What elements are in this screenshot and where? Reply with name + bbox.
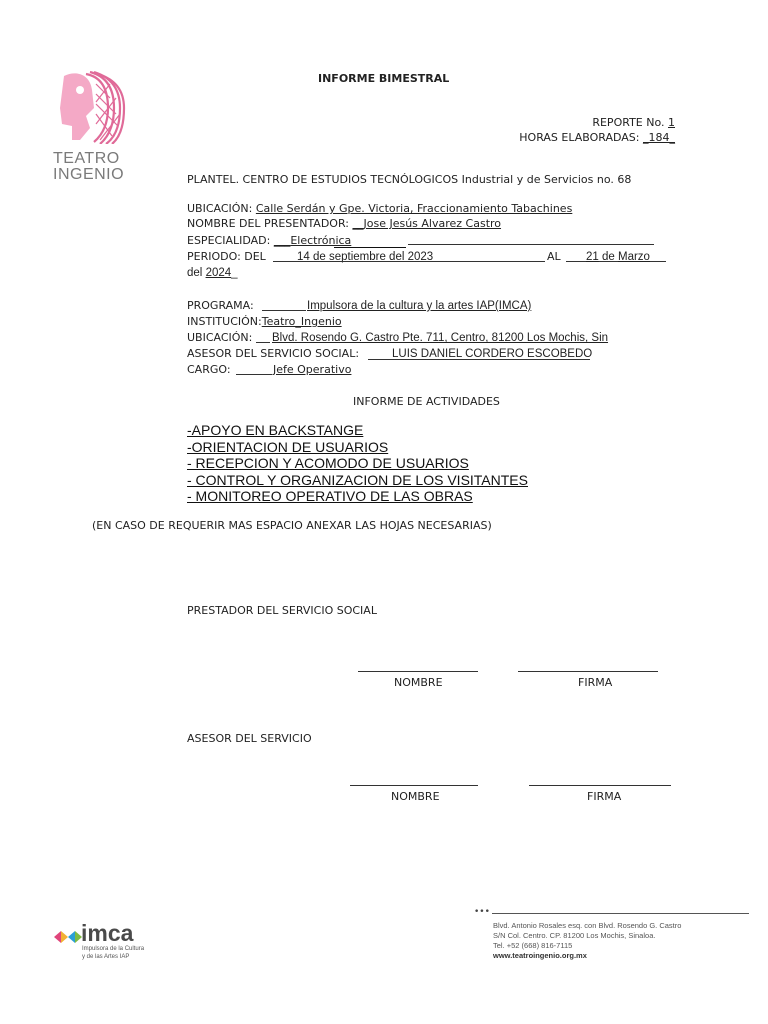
periodo-from: 14 de septiembre del 2023 bbox=[297, 251, 434, 263]
especialidad-line-bold bbox=[334, 247, 406, 248]
institucion bbox=[187, 314, 342, 330]
asesor bbox=[187, 346, 359, 362]
periodo-year: 2024 bbox=[205, 267, 232, 279]
report-number bbox=[592, 115, 675, 131]
imca-sub2: y de las Artes IAP bbox=[82, 954, 130, 960]
activity-item: -APOYO EN BACKSTANGE bbox=[187, 422, 364, 438]
footer-rule bbox=[492, 913, 749, 914]
cargo-value: Jefe Operativo bbox=[273, 363, 352, 376]
institucion-label: INSTITUCIÓN: bbox=[187, 315, 262, 328]
footer-address2: S/N Col. Centro. CP. 81200 Los Mochis, Sinaloa. bbox=[493, 931, 656, 940]
especialidad-value: Electrónica bbox=[290, 234, 352, 247]
prestador-nombre-label: NOMBRE bbox=[394, 676, 443, 689]
activities-note: (EN CASO DE REQUERIR MAS ESPACIO ANEXAR LAS HOJAS NECESARIAS) bbox=[92, 519, 492, 532]
asesor-firma-label: FIRMA bbox=[587, 790, 622, 803]
periodo-de: de bbox=[602, 251, 615, 263]
activities-list bbox=[187, 422, 528, 505]
prestador-nombre-line bbox=[358, 671, 478, 672]
periodo-month: Marzo bbox=[618, 251, 650, 263]
programa-ubicacion-value: Blvd. Rosendo G. Castro Pte. 711, Centro, 81200 Los Mochis, Sin bbox=[272, 332, 609, 344]
logo-line1: TEATRO bbox=[53, 150, 120, 167]
prestador-heading: PRESTADOR DEL SERVICIO SOCIAL bbox=[187, 604, 377, 617]
cargo-line bbox=[236, 374, 272, 375]
plantel: PLANTEL. CENTRO DE ESTUDIOS TECNÓLOGICOS Industrial y de Servicios no. 68 bbox=[187, 173, 632, 186]
especialidad-line bbox=[408, 244, 654, 245]
teatro-ingenio-logo bbox=[50, 68, 126, 186]
footer-dots: ••• bbox=[474, 907, 490, 917]
periodo-al: AL bbox=[547, 250, 561, 263]
prestador-firma-label: FIRMA bbox=[578, 676, 613, 689]
footer-website[interactable]: www.teatroingenio.org.mx bbox=[493, 951, 587, 960]
periodo-day-block bbox=[586, 249, 650, 265]
activity-item: - MONITOREO OPERATIVO DE LAS OBRAS bbox=[187, 488, 473, 504]
activity-item: -ORIENTACION DE USUARIOS bbox=[187, 438, 389, 455]
asesor-heading: ASESOR DEL SERVICIO bbox=[187, 732, 312, 745]
periodo-year-row: del 2024_ bbox=[187, 267, 238, 279]
programa bbox=[187, 298, 254, 314]
programa-value: Impulsora de la cultura y la artes IAP(IMCA) bbox=[307, 300, 532, 312]
periodo-del: del bbox=[187, 267, 203, 279]
report-number-label: REPORTE No. bbox=[592, 116, 665, 129]
imca-mark-icon bbox=[54, 928, 82, 946]
document-title: INFORME BIMESTRAL bbox=[318, 72, 450, 85]
presentador-value: Jose Jesús Alvarez Castro bbox=[363, 217, 502, 230]
imca-logo bbox=[54, 922, 164, 962]
hours-value: 184 bbox=[648, 131, 670, 144]
theater-mask-icon bbox=[50, 68, 126, 144]
student-ubicacion bbox=[187, 201, 572, 217]
periodo-day: 21 bbox=[586, 251, 599, 263]
institucion-value: Teatro_Ingenio bbox=[261, 315, 342, 328]
programa-label: PROGRAMA: bbox=[187, 299, 254, 312]
asesor-nombre-line bbox=[350, 785, 478, 786]
footer-address1: Blvd. Antonio Rosales esq. con Blvd. Rosendo G. Castro bbox=[493, 921, 682, 930]
activity-item: - RECEPCION Y ACOMODO DE USUARIOS bbox=[187, 455, 469, 471]
periodo-label: PERIODO: DEL bbox=[187, 250, 266, 263]
cargo-label: CARGO: bbox=[187, 363, 231, 376]
logo-line2: INGENIO bbox=[53, 166, 125, 183]
prestador-firma-line bbox=[518, 671, 658, 672]
asesor-nombre-label: NOMBRE bbox=[391, 790, 440, 803]
footer-phone: Tel. +52 (668) 816-7115 bbox=[493, 941, 573, 950]
student-ubicacion-value: Calle Serdán y Gpe. Victoria, Fraccionamiento Tabachines bbox=[255, 202, 573, 215]
especialidad-label: ESPECIALIDAD: bbox=[187, 234, 271, 247]
asesor-firma-line bbox=[529, 785, 671, 786]
hours-label: HORAS ELABORADAS: bbox=[519, 131, 640, 144]
hours-elaborated: HORAS ELABORADAS: _184_ bbox=[519, 131, 675, 144]
report-number-value: 1 bbox=[668, 116, 675, 129]
cargo bbox=[187, 362, 231, 378]
activities-heading: INFORME DE ACTIVIDADES bbox=[353, 395, 500, 408]
footer-address bbox=[493, 921, 681, 961]
periodo bbox=[187, 249, 266, 265]
programa-ubicacion-label: UBICACIÓN: bbox=[187, 331, 253, 344]
activity-item: - CONTROL Y ORGANIZACION DE LOS VISITANTES bbox=[187, 471, 528, 488]
student-ubicacion-label: UBICACIÓN: bbox=[187, 202, 253, 215]
asesor-value: LUIS DANIEL CORDERO ESCOBEDO bbox=[392, 348, 593, 360]
presentador: NOMBRE DEL PRESENTADOR: __Jose Jesús Alvarez Castro bbox=[187, 217, 502, 230]
asesor-label: ASESOR DEL SERVICIO SOCIAL: bbox=[187, 347, 360, 360]
programa-ubicacion-line bbox=[256, 342, 270, 343]
programa-ubicacion bbox=[187, 330, 252, 346]
imca-sub1: Impulsora de la Cultura bbox=[82, 946, 145, 952]
periodo-from-line bbox=[273, 261, 545, 262]
programa-line bbox=[262, 310, 306, 311]
especialidad: ESPECIALIDAD: ___Electrónica bbox=[187, 234, 352, 247]
imca-wordmark: imca bbox=[81, 920, 134, 946]
presentador-label: NOMBRE DEL PRESENTADOR: bbox=[187, 217, 349, 230]
